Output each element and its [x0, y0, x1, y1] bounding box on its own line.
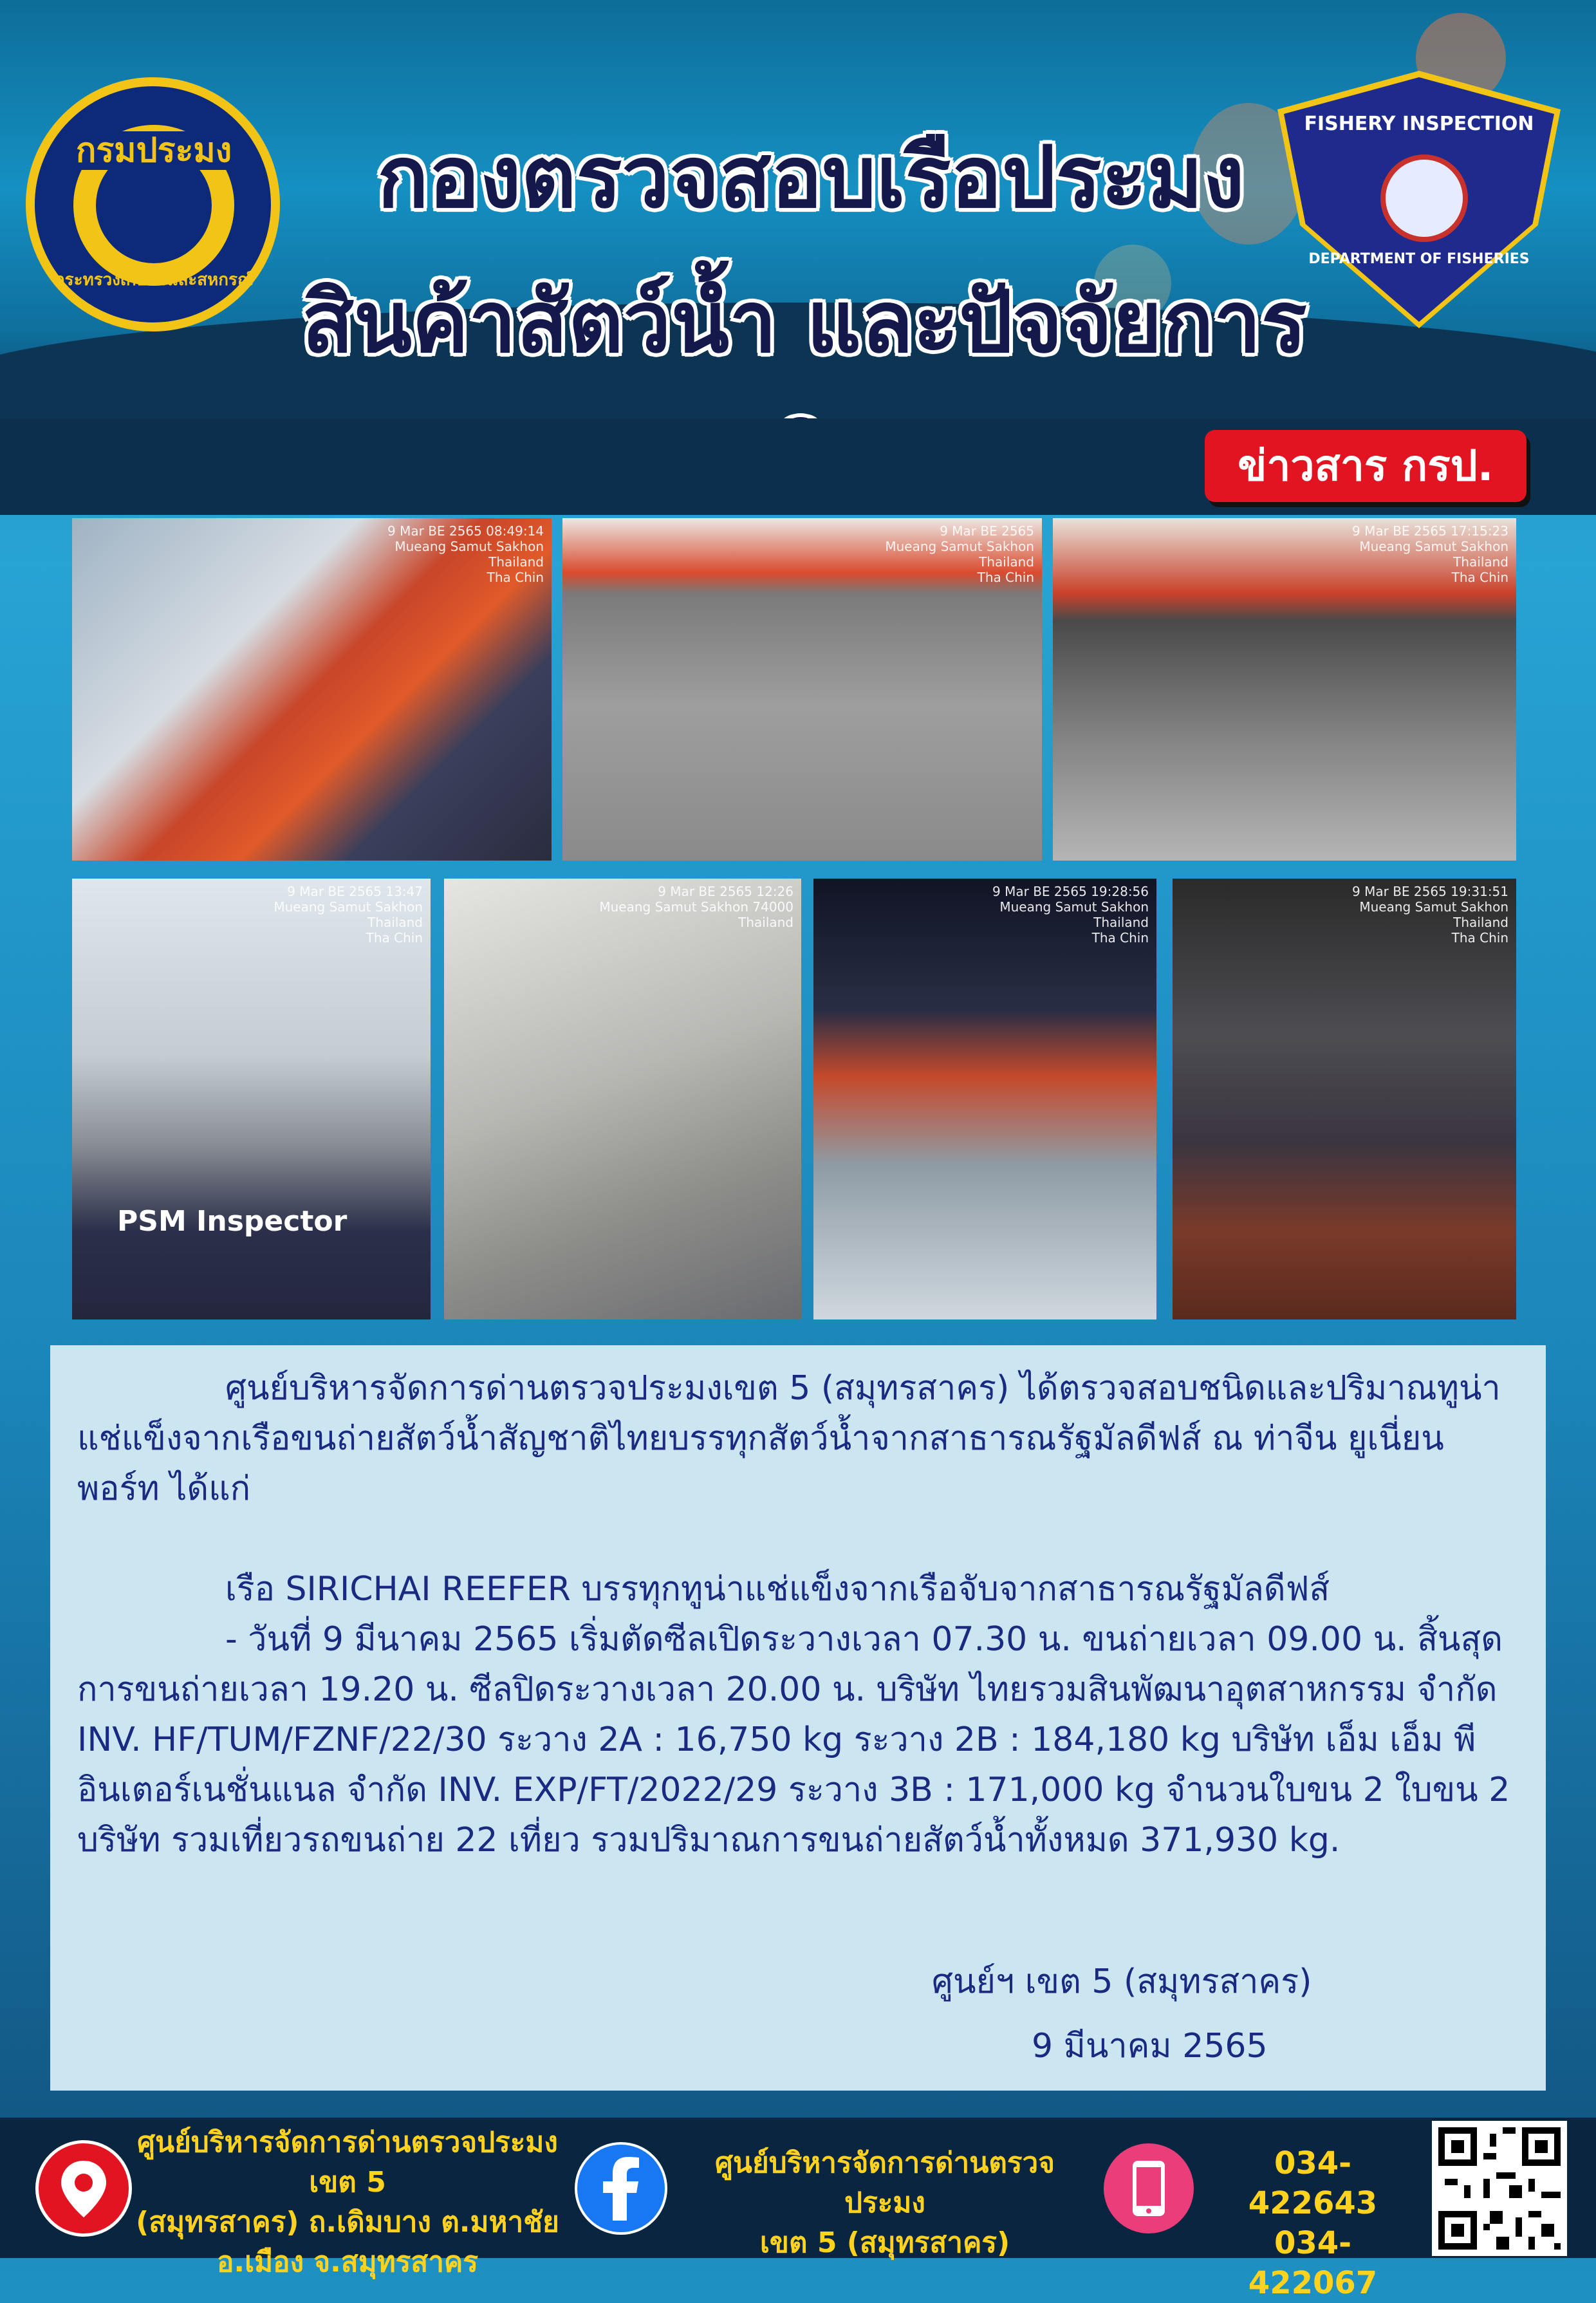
photo-1-timestamp: 9 Mar BE 2565 08:49:14 [387, 523, 544, 539]
phone-number-2[interactable]: 034-422067 [1248, 2225, 1378, 2301]
photo-6-timestamp: 9 Mar BE 2565 19:28:56 [992, 884, 1149, 899]
news-badge: ข่าวสาร กรป. [1205, 430, 1526, 502]
location-pin-icon [35, 2140, 132, 2237]
photo-7-timestamp: 9 Mar BE 2565 19:31:51 [1352, 884, 1508, 899]
photo-3: 9 Mar BE 2565 17:15:23 Mueang Samut Sakhon Thailand Tha Chin [1053, 518, 1516, 861]
logo-right-text-top: FISHERY INSPECTION [1304, 113, 1534, 135]
photo-5-timestamp: 9 Mar BE 2565 12:26 [658, 884, 793, 899]
photo-6: 9 Mar BE 2565 19:28:56 Mueang Samut Sakhon Thailand Tha Chin [813, 879, 1156, 1319]
page-title-line1: กองตรวจสอบเรือประมง [377, 128, 1245, 227]
body-paragraph-3: - วันที่ 9 มีนาคม 2565 เริ่มตัดซีลเปิดระวางเวลา 07.30 น. ขนถ่ายเวลา 09.00 น. สิ้นสุดการขนถ่ายเวลา 19.20 น. ซีลปิดระวางเวลา 20.00 น. บริษัท ไทยรวมสินพัฒนาอุตสาหกรรม จำกัด INV. HF/TUM/FZNF/22/30 ระวาง 2A : 16,750 kg ระวาง 2B : 184,180 kg บริษัท เอ็ม เอ็ม พี อินเตอร์เนชั่นแนล จำกัด INV. EXP/FT/2022/29 ระวาง 3B : 171,000 kg จำนวนใบขน 2 ใบขน 2 บริษัท รวมเที่ยวรถขนถ่าย 22 เที่ยว รวมปริมาณการขนถ่ายสัตว์น้ำทั้งหมด 371,930 kg. [77, 1620, 1510, 1860]
psm-inspector-label: PSM Inspector [117, 1205, 348, 1238]
photo-5: 9 Mar BE 2565 12:26 Mueang Samut Sakhon 74000 Thailand [444, 879, 801, 1319]
photo-2-timestamp: 9 Mar BE 2565 [940, 523, 1034, 539]
photo-2: 9 Mar BE 2565 Mueang Samut Sakhon Thailand Tha Chin [562, 518, 1042, 861]
phone-icon [1100, 2140, 1197, 2237]
photo-3-timestamp: 9 Mar BE 2565 17:15:23 [1352, 523, 1508, 539]
body-paragraph-2: เรือ SIRICHAI REEFER บรรทุกทูน่าแช่แข็งจากเรือจับจากสาธารณรัฐมัลดีฟส์ [225, 1570, 1330, 1608]
logo-right-text-bottom: DEPARTMENT OF FISHERIES [1308, 251, 1530, 267]
qr-code[interactable] [1432, 2121, 1567, 2256]
photo-4-timestamp: 9 Mar BE 2565 13:47 [287, 884, 423, 899]
footer-address: ศูนย์บริหารจัดการด่านตรวจประมง เขต 5 (สมุทรสาคร) ถ.เดิมบาง ต.มหาชัย อ.เมือง จ.สมุทรสาคร [136, 2126, 559, 2279]
news-text-panel [50, 1345, 1546, 2091]
page-title-line2: สินค้าสัตว์น้ำ และปัจจัยการ [302, 273, 1307, 372]
photo-1: 9 Mar BE 2565 08:49:14 Mueang Samut Sakhon Thailand Tha Chin [72, 518, 552, 861]
body-paragraph-1: ศูนย์บริหารจัดการด่านตรวจประมงเขต 5 (สมุทรสาคร) ได้ตรวจสอบชนิดและปริมาณทูน่าแช่แข็งจากเรือขนถ่ายสัตว์น้ำสัญชาติไทยบรรทุกสัตว์น้ำจากสาธารณรัฐมัลดีฟส์ ณ ท่าจีน ยูเนี่ยน พอร์ท ได้แก่ [77, 1369, 1501, 1508]
date: 9 มีนาคม 2565 [1032, 2027, 1268, 2065]
photo-4: 9 Mar BE 2565 13:47 Mueang Samut Sakhon Thailand Tha Chin PSM Inspector [72, 879, 431, 1319]
department-of-fisheries-logo [26, 77, 280, 331]
logo-left-subtext: กระทรวงเกษตรและสหกรณ์ [54, 270, 254, 290]
facebook-icon[interactable] [573, 2140, 669, 2237]
signature: ศูนย์ฯ เขต 5 (สมุทรสาคร) [932, 1963, 1312, 2001]
footer-facebook-page[interactable]: ศูนย์บริหารจัดการด่านตรวจประมง เขต 5 (สมุทรสาคร) [714, 2147, 1055, 2259]
photo-7: 9 Mar BE 2565 19:31:51 Mueang Samut Sakhon Thailand Tha Chin [1173, 879, 1516, 1319]
logo-left-text: กรมประมง [60, 131, 247, 170]
footer-phones [1210, 2143, 1416, 2303]
phone-number-1[interactable]: 034-422643 [1248, 2145, 1378, 2221]
